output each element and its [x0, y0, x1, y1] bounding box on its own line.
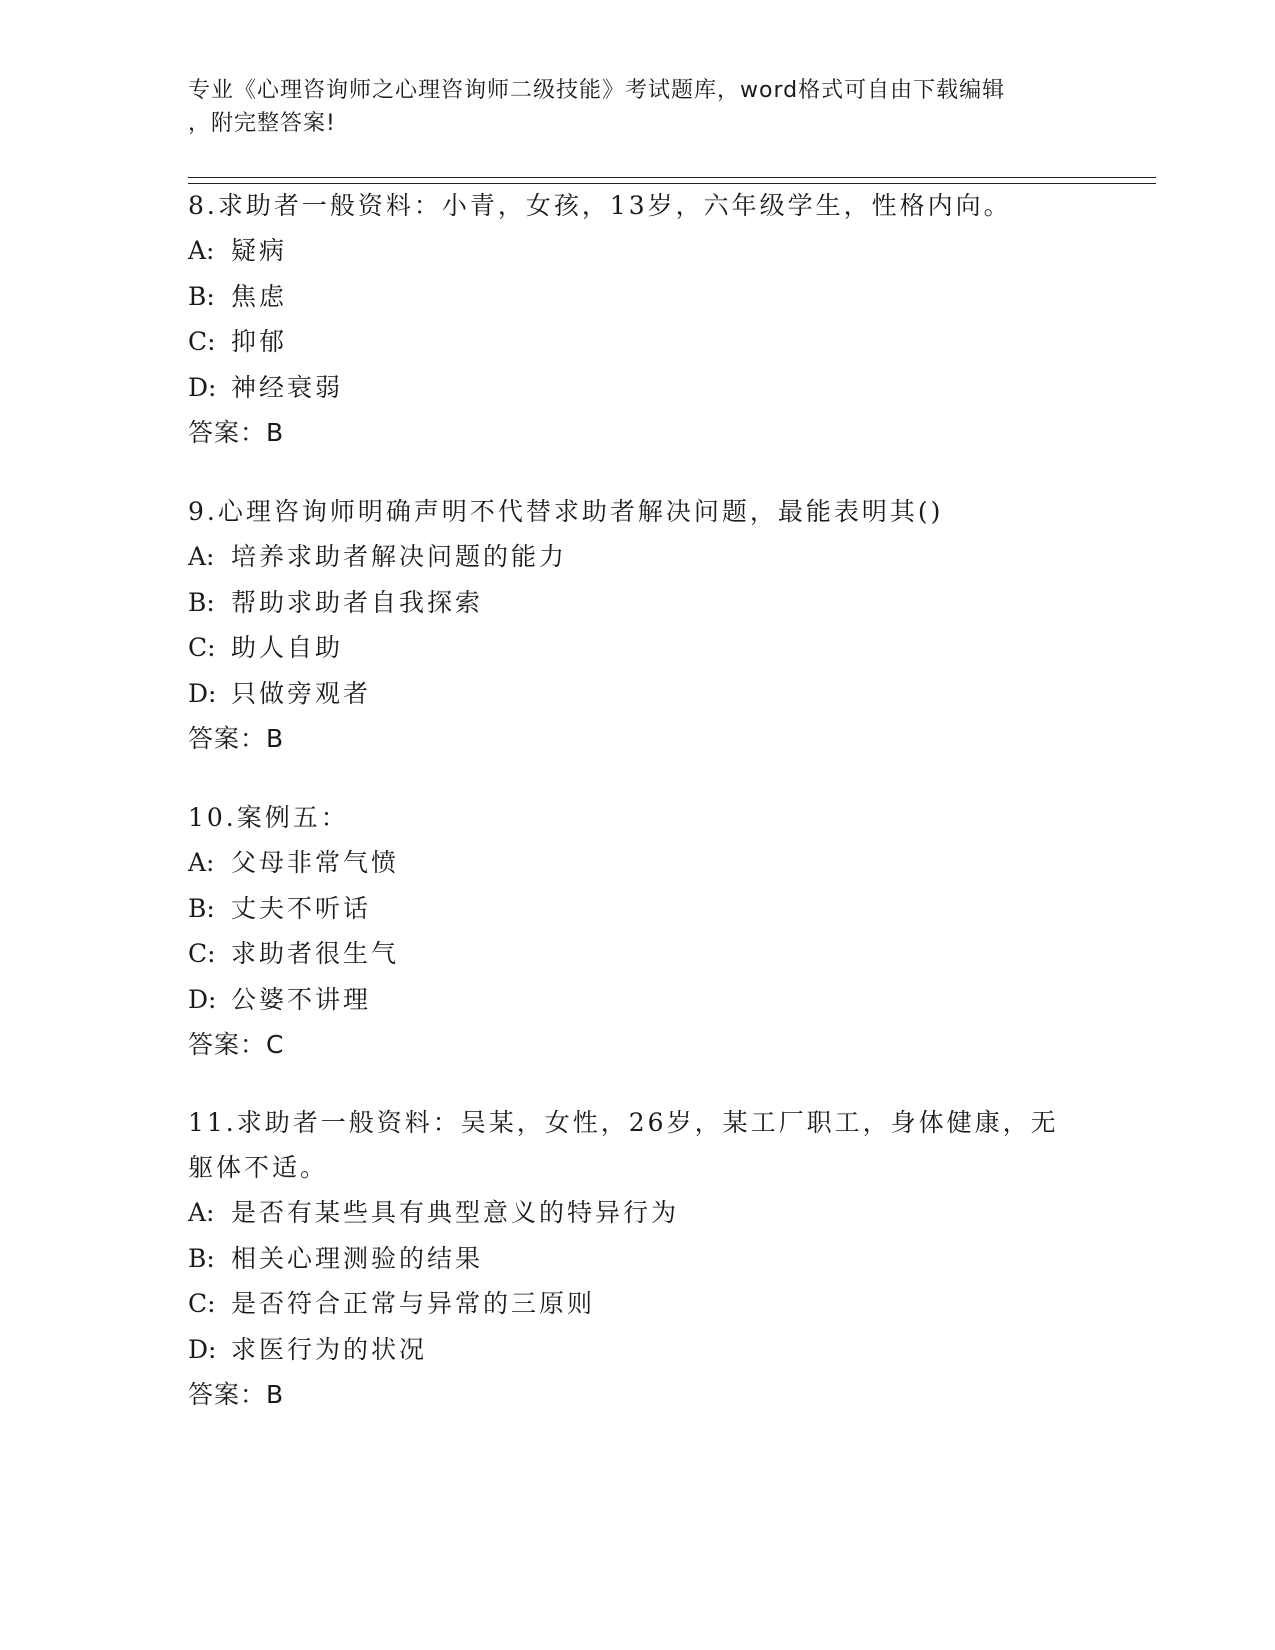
- header-line-1: 专业《心理咨询师之心理咨询师二级技能》考试题库，word格式可自由下载编辑: [188, 78, 1006, 103]
- option-text: 父母非常气愤: [231, 848, 400, 877]
- option-letter: C:: [188, 939, 216, 968]
- option-b: [188, 580, 1098, 626]
- option-letter: B:: [188, 1243, 215, 1273]
- option-text: 丈夫不听话: [231, 893, 372, 923]
- option-letter: A:: [188, 542, 215, 571]
- option-text: 是否符合正常与异常的三原则: [231, 1289, 596, 1318]
- option-b: [188, 886, 1098, 932]
- option-text: 神经衰弱: [231, 372, 344, 402]
- option-letter: A:: [188, 236, 215, 265]
- question-stem: 11.求助者一般资料：吴某，女性，26岁，某工厂职工，身体健康，无躯体不适。: [188, 1108, 1059, 1182]
- option-text: 助人自助: [231, 633, 344, 662]
- option-letter: C:: [188, 633, 216, 662]
- option-a: [188, 840, 1098, 886]
- option-text: 公婆不讲理: [231, 984, 372, 1014]
- option-letter: A:: [188, 1198, 215, 1227]
- answer: 答案：B: [188, 418, 285, 447]
- option-d: [188, 671, 1098, 717]
- option-c: [188, 625, 1098, 671]
- option-letter: C:: [188, 1289, 216, 1318]
- option-letter: D:: [188, 1334, 217, 1364]
- question-10: [188, 795, 1098, 1068]
- question-stem: 10.案例五：: [188, 803, 349, 832]
- option-c: [188, 1281, 1068, 1327]
- option-text: 帮助求助者自我探索: [231, 587, 484, 617]
- option-letter: A:: [188, 848, 215, 877]
- option-a: [188, 228, 1098, 274]
- option-text: 疑病: [231, 236, 288, 265]
- option-d: [188, 365, 1098, 411]
- header-line-2: ，附完整答案!: [188, 111, 336, 136]
- option-letter: D:: [188, 678, 217, 708]
- option-letter: B:: [188, 587, 215, 617]
- option-text: 抑郁: [231, 327, 288, 356]
- option-a: [188, 1190, 1068, 1236]
- option-letter: B:: [188, 281, 215, 311]
- option-text: 相关心理测验的结果: [231, 1243, 484, 1273]
- question-stem: 9.心理咨询师明确声明不代替求助者解决问题，最能表明其(): [188, 497, 944, 526]
- question-8: [188, 183, 1098, 456]
- answer: 答案：B: [188, 1380, 285, 1409]
- answer: 答案：B: [188, 724, 285, 753]
- option-letter: D:: [188, 984, 217, 1014]
- document-header: [188, 74, 1078, 140]
- answer: 答案：C: [188, 1030, 285, 1059]
- option-letter: C:: [188, 327, 216, 356]
- option-d: [188, 1327, 1068, 1373]
- option-d: [188, 977, 1098, 1023]
- option-letter: D:: [188, 372, 217, 402]
- header-divider-top: [188, 177, 1156, 178]
- option-c: [188, 319, 1098, 365]
- option-text: 是否有某些具有典型意义的特异行为: [231, 1198, 680, 1227]
- question-stem: 8.求助者一般资料：小青，女孩，13岁，六年级学生，性格内向。: [188, 191, 1012, 220]
- question-11: [188, 1100, 1068, 1418]
- option-letter: B:: [188, 893, 215, 923]
- option-b: [188, 1236, 1068, 1282]
- option-c: [188, 931, 1098, 977]
- option-text: 求医行为的状况: [231, 1334, 428, 1364]
- option-text: 求助者很生气: [231, 939, 400, 968]
- option-text: 培养求助者解决问题的能力: [231, 542, 568, 571]
- option-text: 焦虑: [231, 281, 288, 311]
- option-b: [188, 274, 1098, 320]
- option-text: 只做旁观者: [231, 678, 372, 708]
- question-9: [188, 489, 1098, 762]
- option-a: [188, 534, 1098, 580]
